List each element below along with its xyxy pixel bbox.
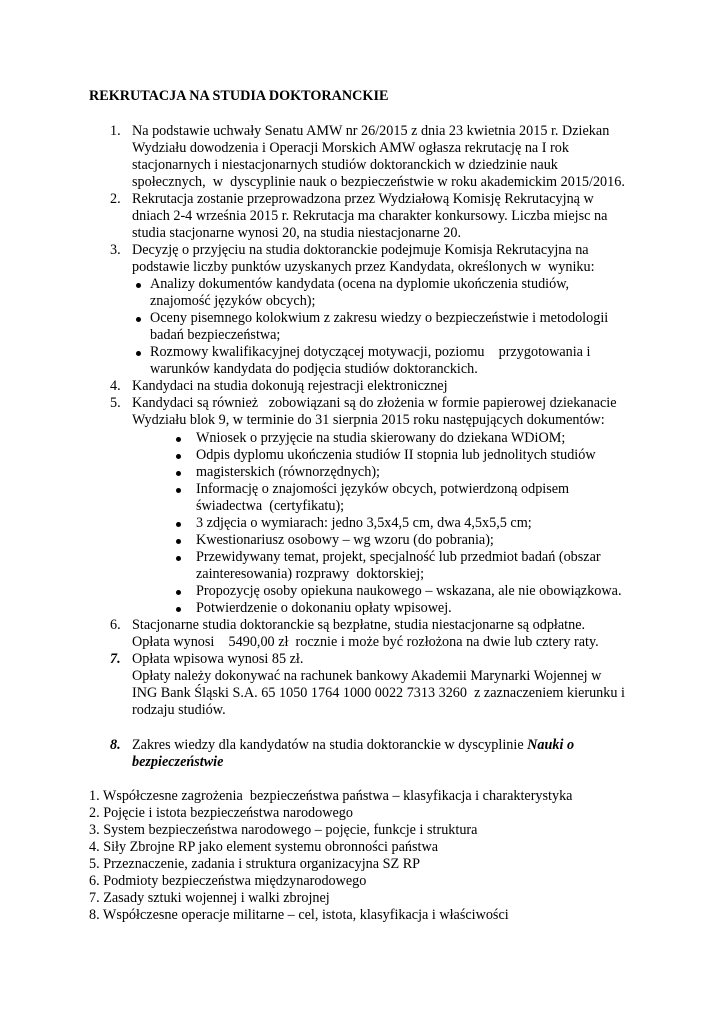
- bullet-icon: [176, 590, 181, 595]
- document-bullet-line: zainteresowania) rozprawy doktorskiej;: [196, 566, 425, 582]
- bullet-icon: [136, 283, 141, 288]
- item-5-line: Wydziału blok 9, w terminie do 31 sierpnia 2015 roku następujących dokumentów:: [132, 412, 605, 428]
- item-number: 2.: [110, 191, 121, 207]
- item-number: 7.: [110, 651, 121, 667]
- document-bullet-line: Propozycję osoby opiekuna naukowego – wskazana, ale nie obowiązkowa.: [196, 583, 622, 599]
- document-bullet-line: Przewidywany temat, projekt, specjalność lub przedmiot badań (obszar: [196, 549, 601, 565]
- discipline-name: Nauki o: [527, 737, 575, 753]
- item-3-line: Decyzję o przyjęciu na studia doktoranckie podejmuje Komisja Rekrutacyjna na: [132, 242, 589, 258]
- item-7-line: ING Bank Śląski S.A. 65 1050 1764 1000 0022 7313 3260 z zaznaczeniem kierunku i: [132, 685, 625, 701]
- item-1-line: stacjonarnych i niestacjonarnych studiów doktoranckich w dziedzinie nauk: [132, 157, 558, 173]
- criteria-bullet-line: znajomość języków obcych);: [150, 293, 316, 309]
- item-3-line: podstawie liczby punktów uzyskanych przez Kandydata, określonych w wyniku:: [132, 259, 595, 275]
- document-bullet-line: Potwierdzenie o dokonaniu opłaty wpisowej.: [196, 600, 452, 616]
- bullet-icon: [176, 471, 181, 476]
- bullet-icon: [176, 556, 181, 561]
- criteria-bullet-line: badań bezpieczeństwa;: [150, 327, 281, 343]
- item-8-line: [132, 737, 574, 754]
- bullet-icon: [176, 607, 181, 612]
- topic-line: 5. Przeznaczenie, zadania i struktura organizacyjna SZ RP: [89, 856, 421, 872]
- discipline-name-cont: bezpieczeństwie: [132, 754, 224, 770]
- document-bullet-line: Informację o znajomości języków obcych, potwierdzoną odpisem: [196, 481, 570, 497]
- item-number: 4.: [110, 378, 121, 394]
- item-7-line: Opłata wpisowa wynosi 85 zł.: [132, 651, 304, 667]
- topic-line: 8. Współczesne operacje militarne – cel, istota, klasyfikacja i właściwości: [89, 907, 509, 923]
- bullet-icon: [176, 454, 181, 459]
- item-number: 3.: [110, 242, 121, 258]
- bullet-icon: [136, 351, 141, 356]
- item-1-line: Wydziału dowodzenia i Operacji Morskich AMW ogłasza rekrutację na I rok: [132, 140, 569, 156]
- document-bullet-line: 3 zdjęcia o wymiarach: jedno 3,5x4,5 cm, dwa 4,5x5,5 cm;: [196, 515, 532, 531]
- item-1-line: społecznych, w dyscyplinie nauk o bezpieczeństwie w roku akademickim 2015/2016.: [132, 174, 625, 190]
- criteria-bullet-line: Rozmowy kwalifikacyjnej dotyczącej motywacji, poziomu przygotowania i: [150, 344, 591, 360]
- topic-line: 1. Współczesne zagrożenia bezpieczeństwa państwa – klasyfikacja i charakterystyka: [89, 788, 573, 804]
- item-2-line: dniach 2-4 września 2015 r. Rekrutacja ma charakter konkursowy. Liczba miejsc na: [132, 208, 608, 224]
- document-title: REKRUTACJA NA STUDIA DOKTORANCKIE: [89, 88, 389, 104]
- topic-line: 2. Pojęcie i istota bezpieczeństwa narodowego: [89, 805, 353, 821]
- topic-line: 4. Siły Zbrojne RP jako element systemu obronności państwa: [89, 839, 438, 855]
- document-bullet-line: świadectwa (certyfikatu);: [196, 498, 345, 514]
- item-5-line: Kandydaci są również zobowiązani są do złożenia w formie papierowej dziekanacie: [132, 395, 617, 411]
- topic-line: 6. Podmioty bezpieczeństwa międzynarodowego: [89, 873, 367, 889]
- bullet-icon: [176, 488, 181, 493]
- item-2-line: studia stacjonarne wynosi 20, na studia niestacjonarne 20.: [132, 225, 461, 241]
- item-7-line: rodzaju studiów.: [132, 702, 226, 718]
- bullet-icon: [176, 522, 181, 527]
- item-number: 6.: [110, 617, 121, 633]
- criteria-bullet-line: Analizy dokumentów kandydata (ocena na dyplomie ukończenia studiów,: [150, 276, 570, 292]
- bullet-icon: [176, 437, 181, 442]
- document-bullet-line: Wniosek o przyjęcie na studia skierowany do dziekana WDiOM;: [196, 430, 566, 446]
- item-number: 1.: [110, 123, 121, 139]
- item-6-line: Opłata wynosi 5490,00 zł rocznie i może być rozłożona na dwie lub cztery raty.: [132, 634, 599, 650]
- item-7-line: Opłaty należy dokonywać na rachunek bankowy Akademii Marynarki Wojennej w: [132, 668, 602, 684]
- document-bullet-line: magisterskich (równorzędnych);: [196, 464, 380, 480]
- item-6-line: Stacjonarne studia doktoranckie są bezpłatne, studia niestacjonarne są odpłatne.: [132, 617, 586, 633]
- item-2-line: Rekrutacja zostanie przeprowadzona przez Wydziałową Komisję Rekrutacyjną w: [132, 191, 594, 207]
- topic-line: 3. System bezpieczeństwa narodowego – pojęcie, funkcje i struktura: [89, 822, 478, 838]
- item-4-line: Kandydaci na studia dokonują rejestracji elektronicznej: [132, 378, 448, 394]
- topic-line: 7. Zasady sztuki wojennej i walki zbrojnej: [89, 890, 330, 906]
- item-8-text: Zakres wiedzy dla kandydatów na studia doktoranckie w dyscyplinie: [132, 737, 528, 753]
- item-number: 8.: [110, 737, 121, 753]
- document-bullet-line: Odpis dyplomu ukończenia studiów II stopnia lub jednolitych studiów: [196, 447, 596, 463]
- bullet-icon: [136, 317, 141, 322]
- bullet-icon: [176, 539, 181, 544]
- item-number: 5.: [110, 395, 121, 411]
- item-1-line: Na podstawie uchwały Senatu AMW nr 26/2015 z dnia 23 kwietnia 2015 r. Dziekan: [132, 123, 610, 139]
- criteria-bullet-line: Oceny pisemnego kolokwium z zakresu wiedzy o bezpieczeństwie i metodologii: [150, 310, 609, 326]
- criteria-bullet-line: warunków kandydata do podjęcia studiów doktoranckich.: [150, 361, 478, 377]
- document-bullet-line: Kwestionariusz osobowy – wg wzoru (do pobrania);: [196, 532, 494, 548]
